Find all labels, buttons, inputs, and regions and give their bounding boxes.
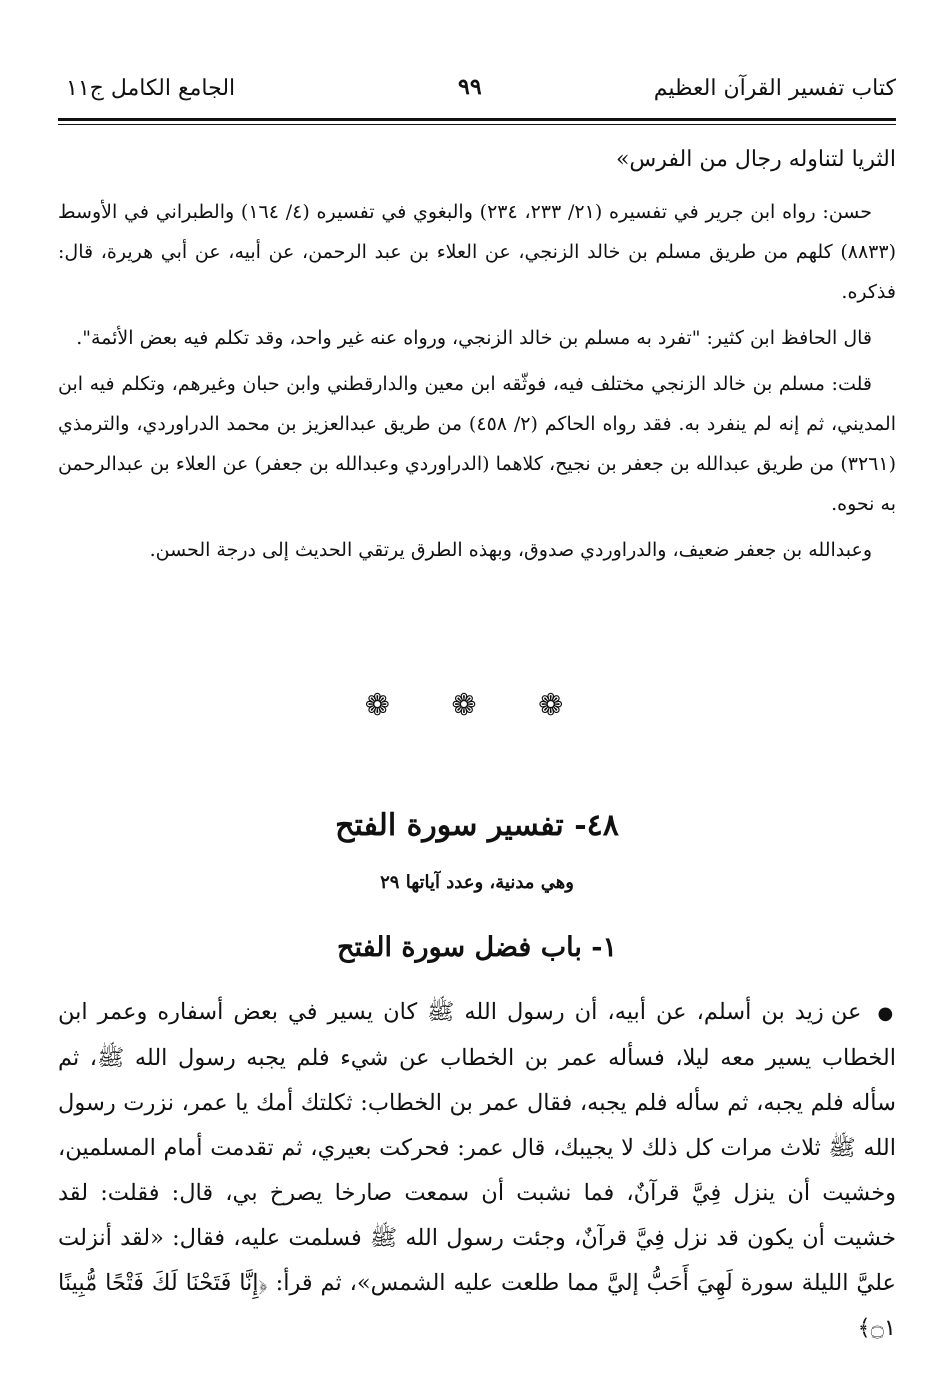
book-title: كتاب تفسير القرآن العظيم — [653, 76, 896, 101]
continued-line: الثريا لتناوله رجال من الفرس» — [615, 147, 896, 172]
footnote-paragraph: حسن: رواه ابن جرير في تفسيره (٢١/ ٢٣٣، ٢٣٤) والبغوي في تفسيره (٤/ ١٦٤) والطبراني في الأوسط (٨٨٣٣) كلهم من طريق مسلم بن خالد الزنجي، عن العلاء بن عبد الرحمن، عن أبيه، عن أبي هريرة، قال: فذكره. — [58, 201, 896, 303]
surah-subtitle: وهي مدنية، وعدد آياتها ٢٩ — [380, 872, 574, 893]
flower-ornament-icon: ❁ — [538, 688, 590, 723]
narration-paragraph — [58, 990, 896, 1351]
page-number: ٩٩ — [458, 74, 482, 100]
chapter-title: ١- باب فضل سورة الفتح — [337, 932, 617, 963]
header-rule-thin — [58, 124, 896, 125]
bullet-icon: ● — [877, 1003, 896, 1024]
book-page — [58, 0, 896, 1384]
footnote-paragraph: قلت: مسلم بن خالد الزنجي مختلف فيه، فوثّقه ابن معين والدارقطني وابن حبان وغيرهم، وتكلم فيه ابن المديني، ثم إنه لم ينفرد به. فقد رواه الحاكم (٢/ ٤٥٨) من طريق عبدالعزيز بن محمد الدراوردي، والترمذي (٣٢٦١) من طريق عبدالله بن جعفر بن نجيح، كلاهما (الدراوردي وعبدالله بن جعفر) عن العلاء بن عبدالرحمن به نحوه. — [58, 373, 897, 515]
narration-text: عن زيد بن أسلم، عن أبيه، أن رسول الله ﷺ كان يسير في بعض أسفاره وعمر ابن الخطاب يسير معه ليلا، فسأله عمر بن الخطاب عن شيء فلم يجبه رسول الله ﷺ، ثم سأله فلم يجبه، ثم سأله فلم يجبه، فقال عمر بن الخطاب: ثكلتك أمك يا عمر، نزرت رسول الله ﷺ ثلاث مرات كل ذلك لا يجيبك، قال عمر: فحركت بعيري، ثم تقدمت أمام المسلمين، وخشيت أن ينزل فِيَّ قرآنٌ، فما نشبت أن سمعت صارخا يصرخ بي، قال: فقلت: لقد خشيت أن يكون قد نزل فِيَّ قرآنٌ، وجئت رسول الله ﷺ فسلمت عليه، فقال: «لقد أنزلت عليَّ الليلة سورة لَهِيَ أَحَبُّ إليَّ مما طلعت عليه الشمس»، ثم قرأ: ﴿إِنَّا فَتَحْنَا لَكَ فَتْحًا مُّبِينًا ۝١﴾ — [58, 999, 896, 1341]
section-divider — [58, 688, 896, 723]
footnote-paragraph: وعبدالله بن جعفر ضعيف، والدراوردي صدوق، وبهذه الطرق يرتقي الحديث إلى درجة الحسن. — [149, 539, 872, 561]
page-header — [58, 72, 896, 112]
header-rule-thick — [58, 118, 896, 121]
footnote-paragraph: قال الحافظ ابن كثير: "تفرد به مسلم بن خالد الزنجي، ورواه عنه غير واحد، وقد تكلم فيه بعض الأئمة". — [76, 327, 872, 349]
surah-title: ٤٨- تفسير سورة الفتح — [335, 808, 619, 843]
flower-ornament-icon: ❁ — [364, 688, 416, 723]
volume-title: الجامع الكامل ج١١ — [66, 76, 236, 101]
flower-ornament-icon: ❁ — [451, 688, 503, 723]
footnote-block — [58, 142, 896, 576]
